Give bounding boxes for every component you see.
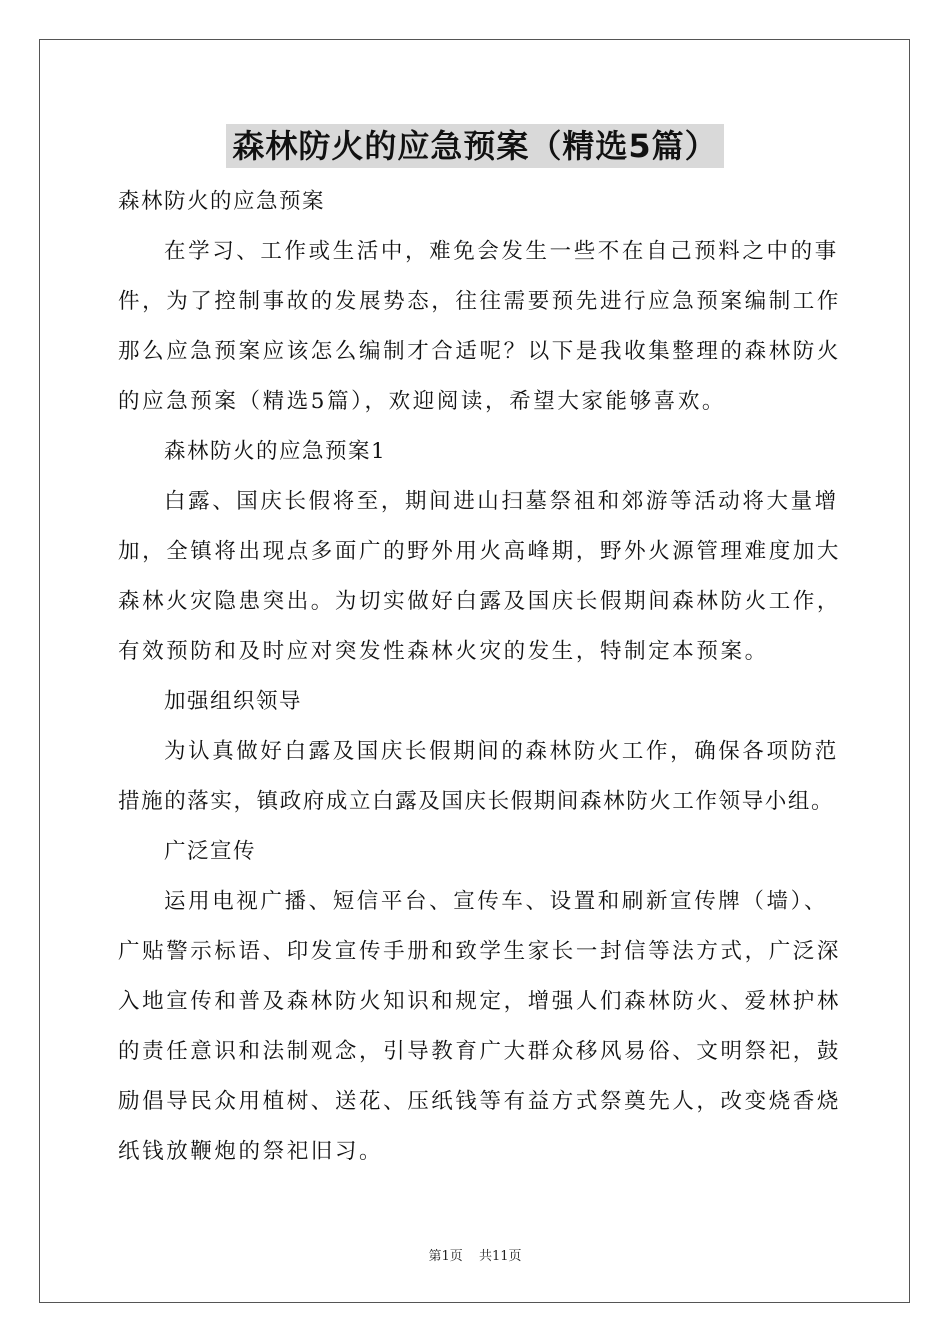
title-container bbox=[0, 124, 950, 168]
page-footer bbox=[0, 1248, 950, 1266]
subtitle-line: 森林防火的应急预案 bbox=[118, 189, 326, 214]
body-line: 广贴警示标语、印发宣传手册和致学生家长一封信等法方式，广泛深 bbox=[118, 939, 842, 964]
body-line: 加，全镇将出现点多面广的野外用火高峰期，野外火源管理难度加大 bbox=[118, 539, 842, 564]
document-title: 森林防火的应急预案（精选5篇） bbox=[226, 124, 723, 168]
body-line: 运用电视广播、短信平台、宣传车、设置和刷新宣传牌（墙）、 bbox=[164, 889, 829, 914]
body-line: 件，为了控制事故的发展势态，往往需要预先进行应急预案编制工作 bbox=[118, 289, 842, 314]
body-line: 的应急预案（精选5篇），欢迎阅读，希望大家能够喜欢。 bbox=[118, 389, 727, 414]
section-heading: 森林防火的应急预案1 bbox=[164, 439, 387, 464]
section-heading: 广泛宣传 bbox=[164, 839, 257, 864]
page-number: 第1页 bbox=[428, 1249, 463, 1264]
body-line: 纸钱放鞭炮的祭祀旧习。 bbox=[118, 1139, 384, 1164]
section-heading: 加强组织领导 bbox=[164, 689, 303, 714]
body-line: 为认真做好白露及国庆长假期间的森林防火工作，确保各项防范 bbox=[164, 739, 839, 764]
body-line: 有效预防和及时应对突发性森林火灾的发生，特制定本预案。 bbox=[118, 639, 769, 664]
body-line: 那么应急预案应该怎么编制才合适呢？以下是我收集整理的森林防火 bbox=[118, 339, 842, 364]
body-line: 励倡导民众用植树、送花、压纸钱等有益方式祭奠先人，改变烧香烧 bbox=[118, 1089, 842, 1114]
body-line: 措施的落实，镇政府成立白露及国庆长假期间森林防火工作领导小组。 bbox=[118, 789, 835, 814]
body-line: 森林火灾隐患突出。为切实做好白露及国庆长假期间森林防火工作， bbox=[118, 589, 842, 614]
body-line: 在学习、工作或生活中，难免会发生一些不在自己预料之中的事 bbox=[164, 239, 839, 264]
page-total: 共11页 bbox=[478, 1249, 522, 1264]
document-body bbox=[118, 177, 842, 1177]
body-line: 入地宣传和普及森林防火知识和规定，增强人们森林防火、爱林护林 bbox=[118, 989, 842, 1014]
body-line: 白露、国庆长假将至，期间进山扫墓祭祖和郊游等活动将大量增 bbox=[164, 489, 839, 514]
body-line: 的责任意识和法制观念，引导教育广大群众移风易俗、文明祭祀，鼓 bbox=[118, 1039, 842, 1064]
